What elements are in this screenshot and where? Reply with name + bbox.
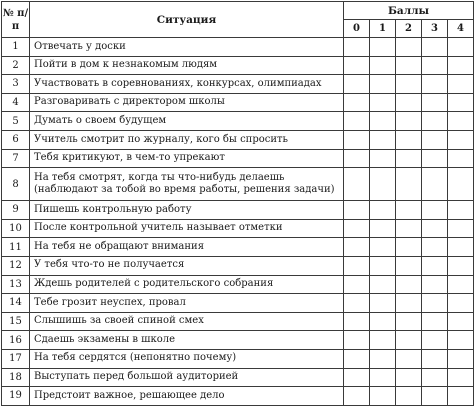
header-score-4: 4 [448,20,474,38]
table-row [2,168,474,201]
row-number: 9 [2,201,30,220]
score-cell-0[interactable] [344,168,370,201]
situation-text: У тебя что-то не получается [30,256,344,275]
score-cell-3[interactable] [422,149,448,168]
score-cell-3[interactable] [422,168,448,201]
questionnaire-page [1,1,464,406]
situation-text: Ждешь родителей с родительского собрания [30,275,344,294]
score-cell-0[interactable] [344,387,370,406]
score-cell-0[interactable] [344,201,370,220]
table-row [2,93,474,112]
score-cell-3[interactable] [422,112,448,131]
situation-text: Участвовать в соревнованиях, конкурсах, олимпиадах [30,75,344,94]
score-cell-2[interactable] [396,368,422,387]
score-cell-2[interactable] [396,38,422,57]
score-cell-0[interactable] [344,312,370,331]
situation-text: Пишешь контрольную работу [30,201,344,220]
score-cell-0[interactable] [344,56,370,75]
situation-text: На тебя смотрят, когда ты что-нибудь делаешь (наблюдают за тобой во время работы, решения задачи) [30,168,344,201]
situation-text: Думать о своем будущем [30,112,344,131]
score-cell-4[interactable] [448,275,474,294]
score-cell-1[interactable] [370,93,396,112]
row-number: 5 [2,112,30,131]
table-row [2,75,474,94]
score-cell-1[interactable] [370,312,396,331]
table-row [2,331,474,350]
score-cell-1[interactable] [370,349,396,368]
score-cell-2[interactable] [396,112,422,131]
row-number: 12 [2,256,30,275]
row-number: 4 [2,93,30,112]
header-scores: Баллы [344,2,474,20]
table-row [2,349,474,368]
score-cell-2[interactable] [396,256,422,275]
row-number: 14 [2,294,30,313]
score-cell-0[interactable] [344,75,370,94]
row-number: 17 [2,349,30,368]
score-cell-0[interactable] [344,130,370,149]
row-number: 10 [2,219,30,238]
score-cell-2[interactable] [396,312,422,331]
score-cell-3[interactable] [422,130,448,149]
situation-text: После контрольной учитель называет отметки [30,219,344,238]
score-cell-1[interactable] [370,368,396,387]
situation-text: Разговаривать с директором школы [30,93,344,112]
score-cell-2[interactable] [396,56,422,75]
table-row [2,275,474,294]
table-row [2,238,474,257]
score-cell-4[interactable] [448,368,474,387]
situation-text: Выступать перед большой аудиторией [30,368,344,387]
score-cell-2[interactable] [396,130,422,149]
score-cell-2[interactable] [396,149,422,168]
score-cell-2[interactable] [396,75,422,94]
table-row [2,201,474,220]
score-cell-0[interactable] [344,331,370,350]
score-cell-3[interactable] [422,294,448,313]
situation-text: Тебя критикуют, в чем-то упрекают [30,149,344,168]
score-cell-3[interactable] [422,238,448,257]
table-row [2,38,474,57]
header-score-1: 1 [370,20,396,38]
row-number: 19 [2,387,30,406]
score-cell-1[interactable] [370,168,396,201]
score-cell-4[interactable] [448,75,474,94]
situation-text: Тебе грозит неуспех, провал [30,294,344,313]
score-cell-1[interactable] [370,112,396,131]
score-cell-4[interactable] [448,38,474,57]
header-score-3: 3 [422,20,448,38]
table-body [2,38,474,406]
score-cell-3[interactable] [422,387,448,406]
score-cell-2[interactable] [396,275,422,294]
situations-table [1,1,474,406]
score-cell-4[interactable] [448,238,474,257]
header-score-2: 2 [396,20,422,38]
row-number: 18 [2,368,30,387]
score-cell-4[interactable] [448,256,474,275]
score-cell-1[interactable] [370,219,396,238]
score-cell-0[interactable] [344,238,370,257]
score-cell-1[interactable] [370,294,396,313]
score-cell-3[interactable] [422,56,448,75]
score-cell-1[interactable] [370,256,396,275]
table-row [2,149,474,168]
score-cell-4[interactable] [448,112,474,131]
row-number: 16 [2,331,30,350]
header-score-0: 0 [344,20,370,38]
row-number: 13 [2,275,30,294]
score-cell-3[interactable] [422,349,448,368]
score-cell-3[interactable] [422,331,448,350]
score-cell-0[interactable] [344,275,370,294]
situation-text: Учитель смотрит по журналу, кого бы спросить [30,130,344,149]
score-cell-1[interactable] [370,38,396,57]
score-cell-2[interactable] [396,238,422,257]
score-cell-3[interactable] [422,93,448,112]
situation-text: На тебя не обращают внимания [30,238,344,257]
score-cell-2[interactable] [396,93,422,112]
score-cell-1[interactable] [370,75,396,94]
score-cell-2[interactable] [396,294,422,313]
score-cell-3[interactable] [422,201,448,220]
table-row [2,256,474,275]
table-row [2,387,474,406]
row-number: 1 [2,38,30,57]
score-cell-3[interactable] [422,368,448,387]
score-cell-4[interactable] [448,219,474,238]
score-cell-1[interactable] [370,387,396,406]
score-cell-4[interactable] [448,56,474,75]
score-cell-1[interactable] [370,201,396,220]
score-cell-0[interactable] [344,368,370,387]
score-cell-0[interactable] [344,93,370,112]
row-number: 7 [2,149,30,168]
score-cell-4[interactable] [448,331,474,350]
score-cell-3[interactable] [422,38,448,57]
score-cell-1[interactable] [370,130,396,149]
row-number: 3 [2,75,30,94]
score-cell-2[interactable] [396,201,422,220]
score-cell-0[interactable] [344,149,370,168]
score-cell-2[interactable] [396,387,422,406]
table-row [2,130,474,149]
score-cell-4[interactable] [448,294,474,313]
header-number: № п/п [2,2,30,38]
score-cell-1[interactable] [370,238,396,257]
score-cell-0[interactable] [344,38,370,57]
table-row [2,112,474,131]
row-number: 15 [2,312,30,331]
score-cell-4[interactable] [448,130,474,149]
score-cell-4[interactable] [448,312,474,331]
score-cell-1[interactable] [370,331,396,350]
score-cell-3[interactable] [422,256,448,275]
situation-text: На тебя сердятся (непонятно почему) [30,349,344,368]
table-row [2,219,474,238]
score-cell-0[interactable] [344,219,370,238]
score-cell-2[interactable] [396,168,422,201]
score-cell-0[interactable] [344,256,370,275]
table-row [2,312,474,331]
header-situation: Ситуация [30,2,344,38]
score-cell-3[interactable] [422,275,448,294]
score-cell-2[interactable] [396,219,422,238]
score-cell-1[interactable] [370,275,396,294]
situation-text: Пойти в дом к незнакомым людям [30,56,344,75]
score-cell-0[interactable] [344,349,370,368]
score-cell-4[interactable] [448,349,474,368]
row-number: 11 [2,238,30,257]
score-cell-2[interactable] [396,349,422,368]
score-cell-4[interactable] [448,149,474,168]
score-cell-4[interactable] [448,387,474,406]
situation-text: Предстоит важное, решающее дело [30,387,344,406]
situation-text: Сдаешь экзамены в школе [30,331,344,350]
score-cell-3[interactable] [422,312,448,331]
situation-text: Слышишь за своей спиной смех [30,312,344,331]
row-number: 8 [2,168,30,201]
score-cell-2[interactable] [396,331,422,350]
score-cell-1[interactable] [370,56,396,75]
score-cell-3[interactable] [422,219,448,238]
row-number: 2 [2,56,30,75]
table-row [2,294,474,313]
score-cell-3[interactable] [422,75,448,94]
score-cell-4[interactable] [448,201,474,220]
score-cell-4[interactable] [448,93,474,112]
score-cell-1[interactable] [370,149,396,168]
score-cell-0[interactable] [344,112,370,131]
table-row [2,56,474,75]
score-cell-0[interactable] [344,294,370,313]
situation-text: Отвечать у доски [30,38,344,57]
row-number: 6 [2,130,30,149]
table-row [2,368,474,387]
score-cell-4[interactable] [448,168,474,201]
